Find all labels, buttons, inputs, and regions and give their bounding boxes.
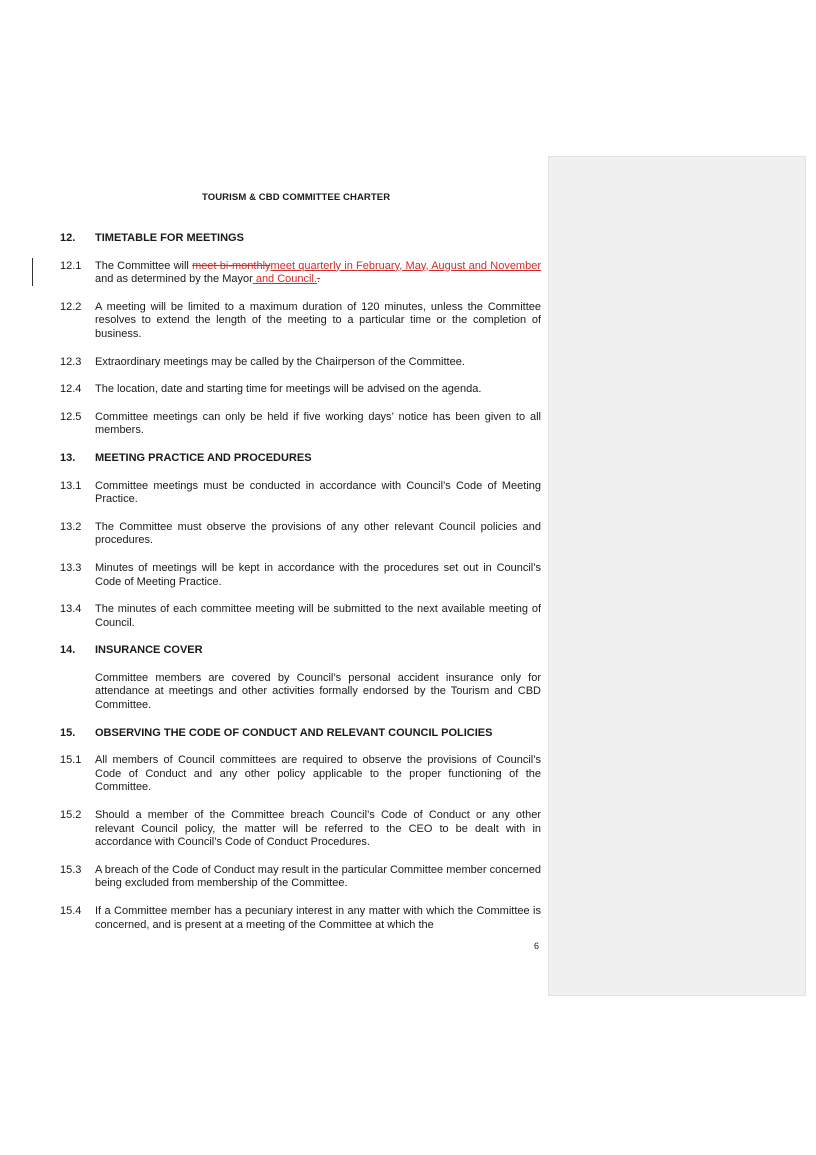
change-bar xyxy=(32,258,33,286)
clause-text: Should a member of the Committee breach Council’s Code of Conduct or any other relevant Council policy, the matter will be referred to the CEO to be dealt with in accordance with Council’s Code of Conduct Procedures. xyxy=(95,809,541,849)
document-body xyxy=(60,232,541,932)
deleted-text[interactable]: meet bi-monthly xyxy=(192,259,271,272)
clause-12-1 xyxy=(60,260,541,287)
deleted-text[interactable]: . xyxy=(316,273,321,286)
clause-13-4 xyxy=(60,603,541,630)
clause-text-part: and as determined by the Mayor xyxy=(95,273,253,286)
section-number: 13. xyxy=(60,451,76,464)
clause-13-3 xyxy=(60,562,541,589)
inserted-text[interactable]: meet quarterly in February, May, August and November xyxy=(270,259,541,272)
clause-number: 15.2 xyxy=(60,809,82,822)
clause-12-5 xyxy=(60,411,541,438)
section-number: 15. xyxy=(60,726,76,739)
section-body: Committee members are covered by Council’s personal accident insurance only for attendance at meetings and other activities formally endorsed by the Tourism and CBD Committee. xyxy=(95,671,541,712)
clause-13-1 xyxy=(60,480,541,507)
section-title: INSURANCE COVER xyxy=(95,644,203,657)
section-title: MEETING PRACTICE AND PROCEDURES xyxy=(95,451,312,464)
clause-text: A breach of the Code of Conduct may result in the particular Committee member concerned being excluded from membership of the Committee. xyxy=(95,863,541,890)
clause-number: 12.1 xyxy=(60,259,82,272)
section-heading-13 xyxy=(60,452,541,466)
clause-number: 15.1 xyxy=(60,754,82,767)
clause-text: Extraordinary meetings may be called by the Chairperson of the Committee. xyxy=(95,355,465,368)
inserted-text[interactable]: and Council. xyxy=(252,273,317,286)
clause-number: 13.3 xyxy=(60,561,82,574)
clause-text: The minutes of each committee meeting will be submitted to the next available meeting of Council. xyxy=(95,603,541,629)
clause-12-3 xyxy=(60,356,541,370)
clause-text: The Committee must observe the provisions of any other relevant Council policies and procedures. xyxy=(95,520,541,547)
section-number: 14. xyxy=(60,644,76,657)
clause-12-4 xyxy=(60,383,541,397)
section-heading-15 xyxy=(60,727,541,741)
clause-text: Committee meetings can only be held if five working days’ notice has been given to all members. xyxy=(95,410,541,437)
section-title: TIMETABLE FOR MEETINGS xyxy=(95,232,244,244)
clause-number: 12.3 xyxy=(60,355,82,368)
comment-pane xyxy=(548,156,806,996)
clause-text xyxy=(95,260,541,287)
clause-number: 12.4 xyxy=(60,383,82,396)
clause-15-2 xyxy=(60,809,541,850)
clause-13-2 xyxy=(60,521,541,548)
clause-number: 12.2 xyxy=(60,300,82,313)
clause-text: Committee meetings must be conducted in accordance with Council’s Code of Meeting Practice. xyxy=(95,479,541,506)
clause-number: 13.4 xyxy=(60,603,82,616)
clause-number: 13.2 xyxy=(60,520,82,533)
document-title: TOURISM & CBD COMMITTEE CHARTER xyxy=(202,192,391,203)
clause-number: 15.4 xyxy=(60,905,82,917)
clause-15-3 xyxy=(60,864,541,891)
clause-text: A meeting will be limited to a maximum duration of 120 minutes, unless the Committee resolves to extend the length of the meeting to a particular time or the completion of business. xyxy=(95,300,541,340)
clause-text-part: The Committee will xyxy=(95,259,193,272)
clause-number: 12.5 xyxy=(60,410,82,423)
section-number: 12. xyxy=(60,232,76,244)
clause-15-4 xyxy=(60,905,541,932)
page-number: 6 xyxy=(534,941,540,951)
clause-text: Minutes of meetings will be kept in accordance with the procedures set out in Council’s Code of Meeting Practice. xyxy=(95,561,541,588)
section-heading-12 xyxy=(60,232,541,246)
clause-15-1 xyxy=(60,754,541,795)
clause-number: 13.1 xyxy=(60,479,82,492)
section-heading-14 xyxy=(60,644,541,658)
clause-text: If a Committee member has a pecuniary interest in any matter with which the Committee is concerned, and is present at a meeting of the Committee at which the xyxy=(95,905,541,931)
clause-12-2 xyxy=(60,301,541,342)
clause-number: 15.3 xyxy=(60,863,82,876)
section-title: OBSERVING THE CODE OF CONDUCT AND RELEVANT COUNCIL POLICIES xyxy=(95,726,493,739)
clause-text: All members of Council committees are required to observe the provisions of Council’s Code of Conduct and any other policy applicable to the proper functioning of the Committee. xyxy=(95,754,541,794)
clause-text: The location, date and starting time for meetings will be advised on the agenda. xyxy=(95,383,482,396)
